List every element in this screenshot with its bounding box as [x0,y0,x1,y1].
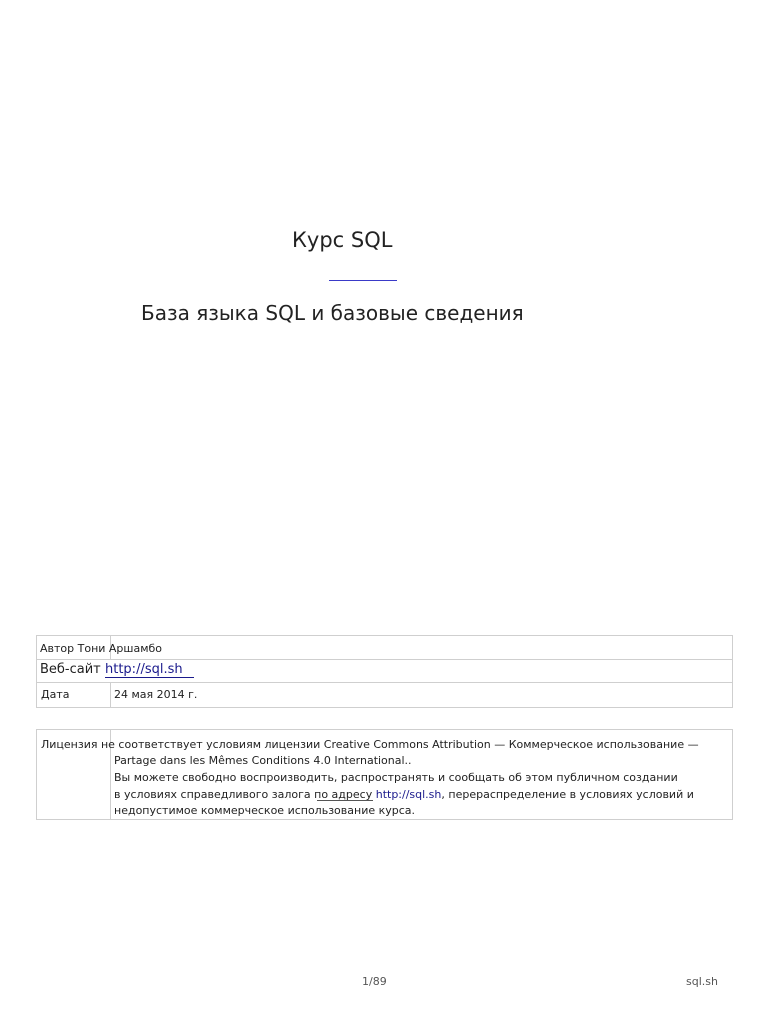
license-box [36,729,733,820]
license-line-4 [114,788,694,801]
page-number: 1/89 [362,975,387,988]
document-title: Курс SQL [292,228,393,252]
website-row [37,659,732,682]
license-line-1: Лицензия не соответствует условиям лицензии Creative Commons Attribution — Коммерческое использование — [41,738,699,751]
date-label: Дата [41,688,70,701]
date-row [37,682,732,707]
website-label: Веб-сайт [40,662,101,677]
footer-site: sql.sh [686,975,718,988]
license-line-5: недопустимое коммерческое использование курса. [114,804,416,817]
website-link[interactable]: http://sql.sh [105,662,183,677]
license-line-3: Вы можете свободно воспроизводить, распространять и сообщать об этом публичном создании [114,771,678,784]
strikethrough-mark [317,800,373,801]
license-link[interactable]: http://sql.sh [375,788,442,801]
date-value: 24 мая 2014 г. [114,688,198,701]
website-link-underline [105,677,194,678]
metadata-table [36,635,733,708]
author-row [37,636,732,659]
column-divider [110,683,111,707]
license-line-2: Partage dans les Mêmes Conditions 4.0 International.. [114,754,412,767]
license-line-4-start: в условиях справедливого залога по адресу [114,788,376,801]
title-divider [329,280,397,281]
license-line-4-end: , перераспределение в условиях условий и [441,788,694,801]
author-text: Автор Тони Аршамбо [40,642,163,655]
document-subtitle: База языка SQL и базовые сведения [141,301,524,325]
